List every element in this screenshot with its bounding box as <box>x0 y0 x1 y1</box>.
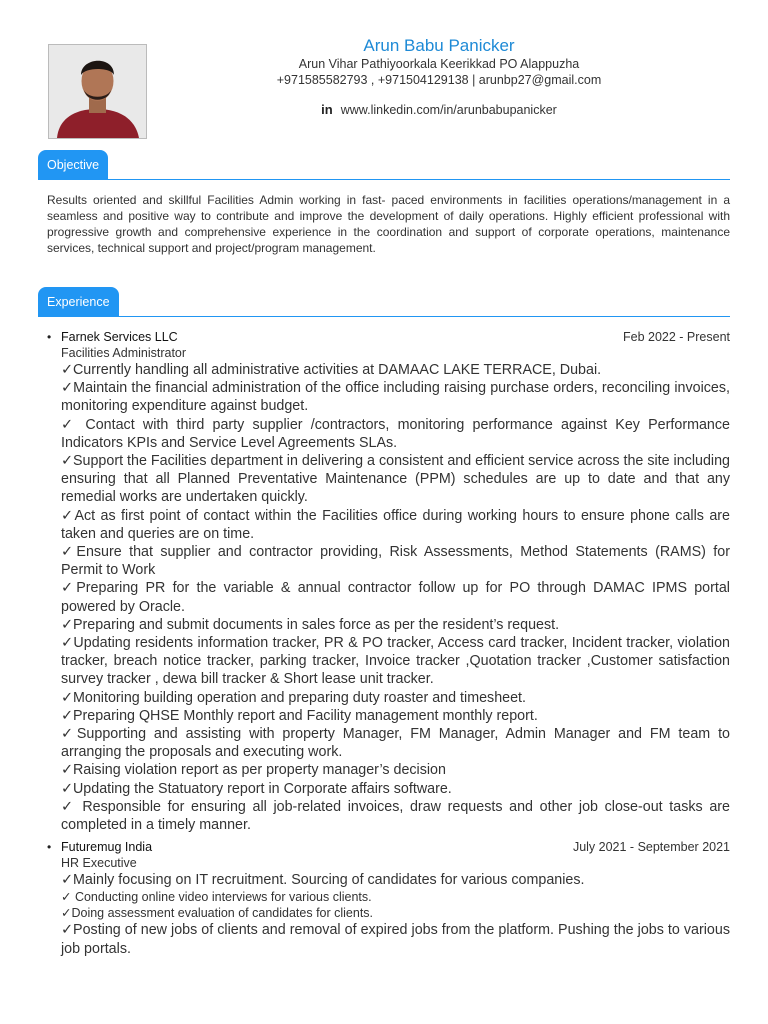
job-role: HR Executive <box>61 856 137 871</box>
contact-line: +971585582793 , +971504129138 | arunbp27@gmail.com <box>276 73 602 87</box>
address-line: Arun Vihar Pathiyoorkala Keerikkad PO Alappuzha <box>298 57 580 71</box>
objective-section-header <box>38 150 730 180</box>
experience-list <box>47 329 730 958</box>
duty-list <box>61 361 730 834</box>
duty-item: ✓ Conducting online video interviews for various clients. <box>61 890 372 905</box>
bullet-dot: • <box>47 330 52 344</box>
candidate-name: Arun Babu Panicker <box>363 36 515 55</box>
linkedin-icon: in <box>321 102 333 117</box>
objective-divider <box>38 179 730 180</box>
duty-item: ✓ Responsible for ensuring all job-related invoices, draw requests and other job close-out tasks are completed in a timely manner. <box>61 798 730 834</box>
duty-item: ✓ Contact with third party supplier /contractors, monitoring performance against Key Performance Indicators KPIs and Service Level Agreements SLAs. <box>61 416 730 451</box>
experience-section-header <box>38 287 730 317</box>
duty-item: ✓Supporting and assisting with property Manager, FM Manager, Admin Manager and FM team to arranging the proposals and executing work. <box>61 726 730 761</box>
duty-item: ✓Mainly focusing on IT recruitment. Sourcing of candidates for various companies. <box>61 872 585 889</box>
objective-text: Results oriented and skillful Facilities Admin working in fast- paced environments in facilities operations/management in a seamless and positive way to contribute and improve the development of daily operations. Highly efficient professional with progressive growth and comprehensive experience in the coordination and support of corporate operations, maintenance services, technical support and project/program management. <box>47 193 730 255</box>
duty-item: ✓Preparing QHSE Monthly report and Facility management monthly report. <box>61 707 538 724</box>
linkedin-link[interactable]: www.linkedin.com/in/arunbabupanicker <box>340 102 557 117</box>
experience-title: Experience <box>38 287 119 317</box>
duty-item: ✓Updating the Statuatory report in Corporate affairs software. <box>61 780 452 797</box>
duty-item: ✓Monitoring building operation and preparing duty roaster and timesheet. <box>61 689 526 706</box>
duty-item: ✓Preparing and submit documents in sales force as per the resident’s request. <box>61 616 560 633</box>
duty-item: ✓Doing assessment evaluation of candidates for clients. <box>61 906 374 921</box>
bullet-dot: • <box>47 840 52 855</box>
company-name: Futuremug India <box>61 840 153 855</box>
profile-photo <box>48 44 147 139</box>
duty-item: ✓Updating residents information tracker, PR & PO tracker, Access card tracker, Incident tracker, violation tracker, breach notice tracker, parking tracker, Invoice tracker ,Quotation tracker ,Customer satisfaction survey tracker , dewa bill tracker & Short lease unit tracker. <box>61 635 730 688</box>
linkedin-row <box>150 102 728 117</box>
job-dates: July 2021 - September 2021 <box>572 840 730 855</box>
experience-divider <box>38 316 730 317</box>
objective-title: Objective <box>38 150 108 180</box>
duty-item: ✓Preparing PR for the variable & annual contractor follow up for PO through DAMAC IPMS portal powered by Oracle. <box>61 580 730 615</box>
job-dates: Feb 2022 - Present <box>622 330 730 344</box>
duty-item: ✓Act as first point of contact within the Facilities office during working hours to ensure phone calls are taken and queries are on time. <box>61 507 730 542</box>
duty-item: ✓Maintain the financial administration of the office including raising purchase orders, reconciling invoices, monitoring expenditure against budget. <box>61 380 730 415</box>
job-entry <box>47 839 730 958</box>
duty-item: ✓Support the Facilities department in delivering a consistent and efficient service across the site including ensuring that all Planned Preventative Maintenance (PPM) schedules are up to date and that any remedial works are undertaken quickly. <box>61 453 730 506</box>
job-entry <box>47 329 730 834</box>
duty-item: ✓Currently handling all administrative activities at DAMAAC LAKE TERRACE, Dubai. <box>61 362 602 378</box>
duty-item: ✓Posting of new jobs of clients and removal of expired jobs from the platform. Pushing the jobs to various job portals. <box>61 922 730 957</box>
resume-header <box>150 36 728 117</box>
duty-item: ✓Ensure that supplier and contractor providing, Risk Assessments, Method Statements (RAMS) for Permit to Work <box>61 544 730 579</box>
duty-list <box>61 871 730 958</box>
company-name: Farnek Services LLC <box>61 330 178 344</box>
job-role: Facilities Administrator <box>61 346 187 360</box>
duty-item: ✓Raising violation report as per property manager’s decision <box>61 762 446 779</box>
